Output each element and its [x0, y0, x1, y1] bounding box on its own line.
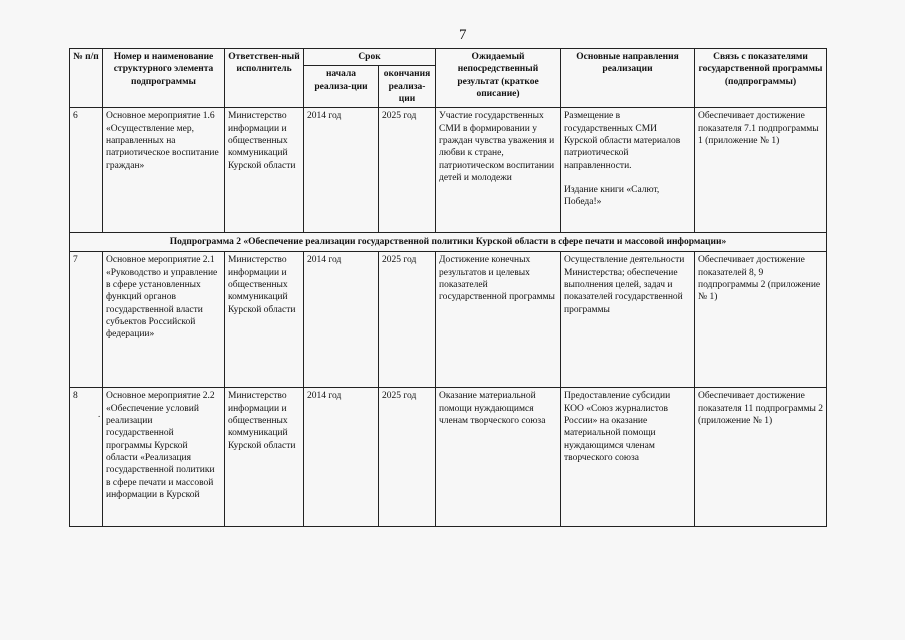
cell-result: Участие государственных СМИ в формировании у граждан чувства уважения и любви к стране, патриотическом воспитании детей и молодежи [436, 108, 561, 233]
cell-end: 2025 год [379, 108, 436, 233]
cell-directions [561, 108, 695, 233]
cell-element: Основное мероприятие 2.1 «Руководство и управление в сфере установленных функций органов государственной власти субъектов Российской федерации» [103, 252, 225, 388]
header-row [70, 49, 827, 66]
header-term-end: окончания реализа-ции [379, 66, 436, 108]
cell-directions: Осуществление деятельности Министерства; обеспечение выполнения целей, задач и показателей государственной программы [561, 252, 695, 388]
directions-text-1: Размещение в государственных СМИ Курской области материалов патриотической направленности. [564, 111, 681, 171]
cell-link: Обеспечивает достижение показателя 11 подпрограммы 2 (приложение № 1) [695, 388, 827, 527]
header-term: Срок [304, 49, 436, 66]
cell-executor: Министерство информации и общественных коммуникаций Курской области [225, 252, 304, 388]
header-term-start: начала реализа-ции [304, 66, 379, 108]
cell-start: 2014 год [304, 388, 379, 527]
header-directions: Основные направления реализации [561, 49, 695, 108]
table-row [70, 252, 827, 388]
header-result: Ожидаемый непосредственный результат (краткое описание) [436, 49, 561, 108]
cell-link: Обеспечивает достижение показателей 8, 9 подпрограммы 2 (приложение № 1) [695, 252, 827, 388]
cell-num: 8 [70, 388, 103, 527]
cell-element: Основное мероприятие 1.6 «Осуществление мер, направленных на патриотическое воспитание граждан» [103, 108, 225, 233]
cell-executor: Министерство информации и общественных коммуникаций Курской области [225, 388, 304, 527]
cell-start: 2014 год [304, 252, 379, 388]
cell-start: 2014 год [304, 108, 379, 233]
cell-link: Обеспечивает достижение показателя 7.1 подпрограммы 1 (приложение № 1) [695, 108, 827, 233]
cell-result: Оказание материальной помощи нуждающимся членам творческого союза [436, 388, 561, 527]
stray-mark: . [98, 409, 101, 419]
cell-end: 2025 год [379, 388, 436, 527]
table-row [70, 108, 827, 233]
page-number: 7 [459, 27, 467, 43]
table-row [70, 388, 827, 527]
subprogram-title: Подпрограмма 2 «Обеспечение реализации государственной политики Курской области в сфере печати и массовой информации» [70, 233, 827, 252]
measures-table [69, 48, 827, 527]
cell-executor: Министерство информации и общественных коммуникаций Курской области [225, 108, 304, 233]
header-link: Связь с показателями государственной программы (подпрограммы) [695, 49, 827, 108]
cell-result: Достижение конечных результатов и целевых показателей государственной программы [436, 252, 561, 388]
header-executor: Ответствен-ный исполнитель [225, 49, 304, 108]
cell-end: 2025 год [379, 252, 436, 388]
cell-num: 6 [70, 108, 103, 233]
header-num: № п/п [70, 49, 103, 108]
cell-directions: Предоставление субсидии КОО «Союз журналистов России» на оказание материальной помощи нуждающимся членам творческого союза [561, 388, 695, 527]
directions-text-2: Издание книги «Салют, Победа!» [564, 185, 660, 208]
cell-num: 7 [70, 252, 103, 388]
header-element: Номер и наименование структурного элемента подпрограммы [103, 49, 225, 108]
subprogram-row [70, 233, 827, 252]
cell-element: Основное мероприятие 2.2 «Обеспечение условий реализации государственной программы Курской области «Реализация государственной политики в сфере печати и массовой информации в Курской [103, 388, 225, 527]
